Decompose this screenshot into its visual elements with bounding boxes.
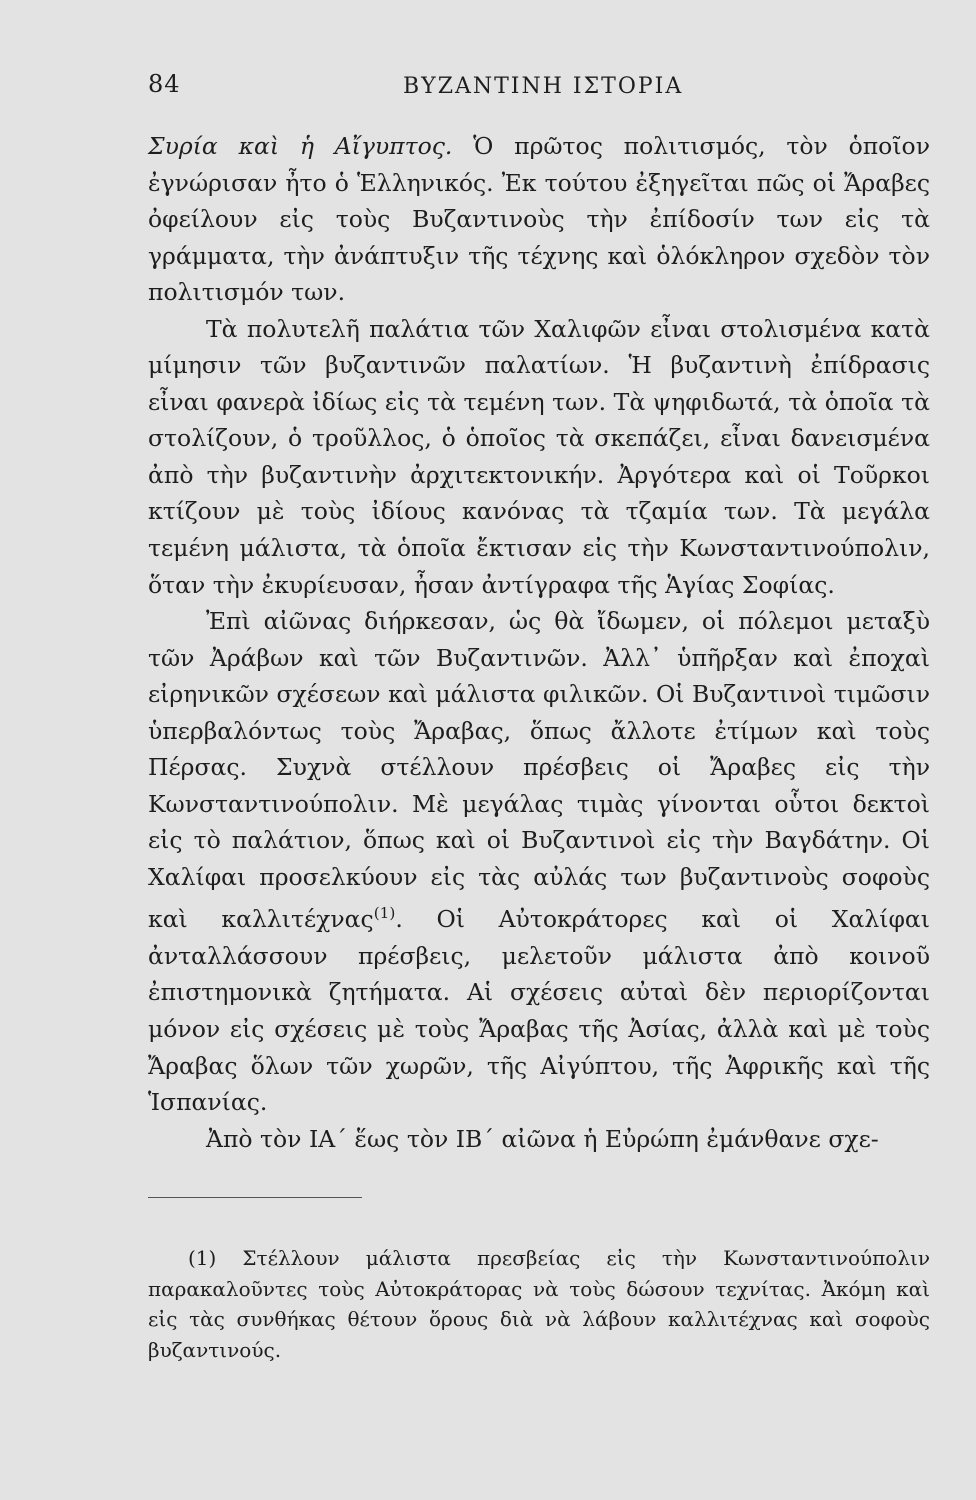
paragraph-3-text-a: Ἐπὶ αἰῶνας διήρκεσαν, ὡς θὰ ἴδωμεν, οἱ πόλεμοι μεταξὺ τῶν Ἀράβων καὶ τῶν Βυζαντινῶν. Ἀλλ᾽ ὑπῆρξαν καὶ ἐποχαὶ εἰρηνικῶν σχέσεων καὶ μάλιστα φιλικῶν. Οἱ Βυζαντινοὶ τιμῶσιν ὑπερβαλόντως τοὺς Ἄραβας, ὅπως ἄλλοτε ἐτίμων καὶ τοὺς Πέρσας. Συχνὰ στέλλουν πρέσβεις οἱ Ἄραβες εἰς τὴν Κωνσταντινούπολιν. Μὲ μεγάλας τιμὰς γίνονται οὗτοι δεκτοὶ εἰς τὸ παλάτιον, ὅπως καὶ οἱ Βυζαντινοὶ εἰς τὴν Βαγδάτην. Οἱ Χαλίφαι προσελκύουν εἰς τὰς αὐλάς των βυζαντινοὺς σοφοὺς καὶ καλλιτέχνας bbox=[148, 607, 930, 934]
footnote-reference: (1) bbox=[373, 904, 396, 923]
paragraph-3 bbox=[148, 603, 930, 1120]
footnote-separator bbox=[148, 1197, 362, 1198]
footnote-marker: (1) bbox=[188, 1246, 217, 1270]
paragraph-3-text-b: . Οἱ Αὐτοκράτορες καὶ οἱ Χαλίφαι ἀνταλλάσσουν πρέσβεις, μελετοῦν μάλιστα ἀπὸ κοινοῦ ἐπιστημονικὰ ζητήματα. Αἱ σχέσεις αὐταὶ δὲν περιορίζονται μόνον εἰς σχέσεις μὲ τοὺς Ἄραβας τῆς Ἀσίας, ἀλλὰ καὶ μὲ τοὺς Ἄραβας ὅλων τῶν χωρῶν, τῆς Αἰγύπτου, τῆς Ἀφρικῆς καὶ τῆς Ἱσπανίας. bbox=[148, 905, 930, 1117]
page-header bbox=[148, 70, 928, 110]
footnote bbox=[148, 1243, 930, 1365]
section-lead: Συρία καὶ ἡ Αἴγυπτος. bbox=[148, 132, 453, 160]
main-text bbox=[148, 128, 930, 1157]
page-number: 84 bbox=[148, 70, 181, 98]
paragraph-2: Τὰ πολυτελῆ παλάτια τῶν Χαλιφῶν εἶναι στολισμένα κατὰ μίμησιν τῶν βυζαντινῶν παλατίων. Ἡ βυζαντινὴ ἐπίδρασις εἶναι φανερὰ ἰδίως εἰς τὰ τεμένη των. Τὰ ψηφιδωτά, τὰ ὁποῖα τὰ στολίζουν, ὁ τροῦλλος, ὁ ὁποῖος τὰ σκεπάζει, εἶναι δανεισμένα ἀπὸ τὴν βυζαντινὴν ἀρχιτεκτονικήν. Ἀργότερα καὶ οἱ Τοῦρκοι κτίζουν μὲ τοὺς ἰδίους κανόνας τὰ τζαμία των. Τὰ μεγάλα τεμένη μάλιστα, τὰ ὁποῖα ἔκτισαν εἰς τὴν Κωνσταντινούπολιν, ὅταν τὴν ἐκυρίευσαν, ἦσαν ἀντίγραφα τῆς Ἁγίας Σοφίας. bbox=[148, 314, 930, 599]
running-title: ΒΥΖΑΝΤΙΝΗ ΙΣΤΟΡΙΑ bbox=[403, 74, 684, 99]
paragraph-4: Ἀπὸ τὸν ΙΑ´ ἕως τὸν ΙΒ´ αἰῶνα ἡ Εὐρώπη ἐμάνθανε σχε- bbox=[206, 1124, 879, 1153]
paragraph-1 bbox=[148, 128, 930, 311]
paragraph-1-text: Ὁ πρῶτος πολιτισμός, τὸν ὁποῖον ἐγνώρισαν ἦτο ὁ Ἑλληνικός. Ἐκ τούτου ἐξηγεῖται πῶς οἱ Ἄραβες ὀφείλουν εἰς τοὺς Βυζαντινοὺς τὴν ἐπίδοσίν των εἰς τὰ γράμματα, τὴν ἀνάπτυξιν τῆς τέχνης καὶ ὁλόκληρον σχεδὸν τὸν πολιτισμόν των. bbox=[148, 132, 930, 307]
footnote-text: Στέλλουν μάλιστα πρεσβείας εἰς τὴν Κωνσταντινούπολιν παρακαλοῦντες τοὺς Αὐτοκράτορας νὰ τοὺς δώσουν τεχνίτας. Ἀκόμη καὶ εἰς τὰς συνθήκας θέτουν ὅρους διὰ νὰ λάβουν καλλιτέχνας καὶ σοφοὺς βυζαντινούς. bbox=[148, 1246, 930, 1362]
